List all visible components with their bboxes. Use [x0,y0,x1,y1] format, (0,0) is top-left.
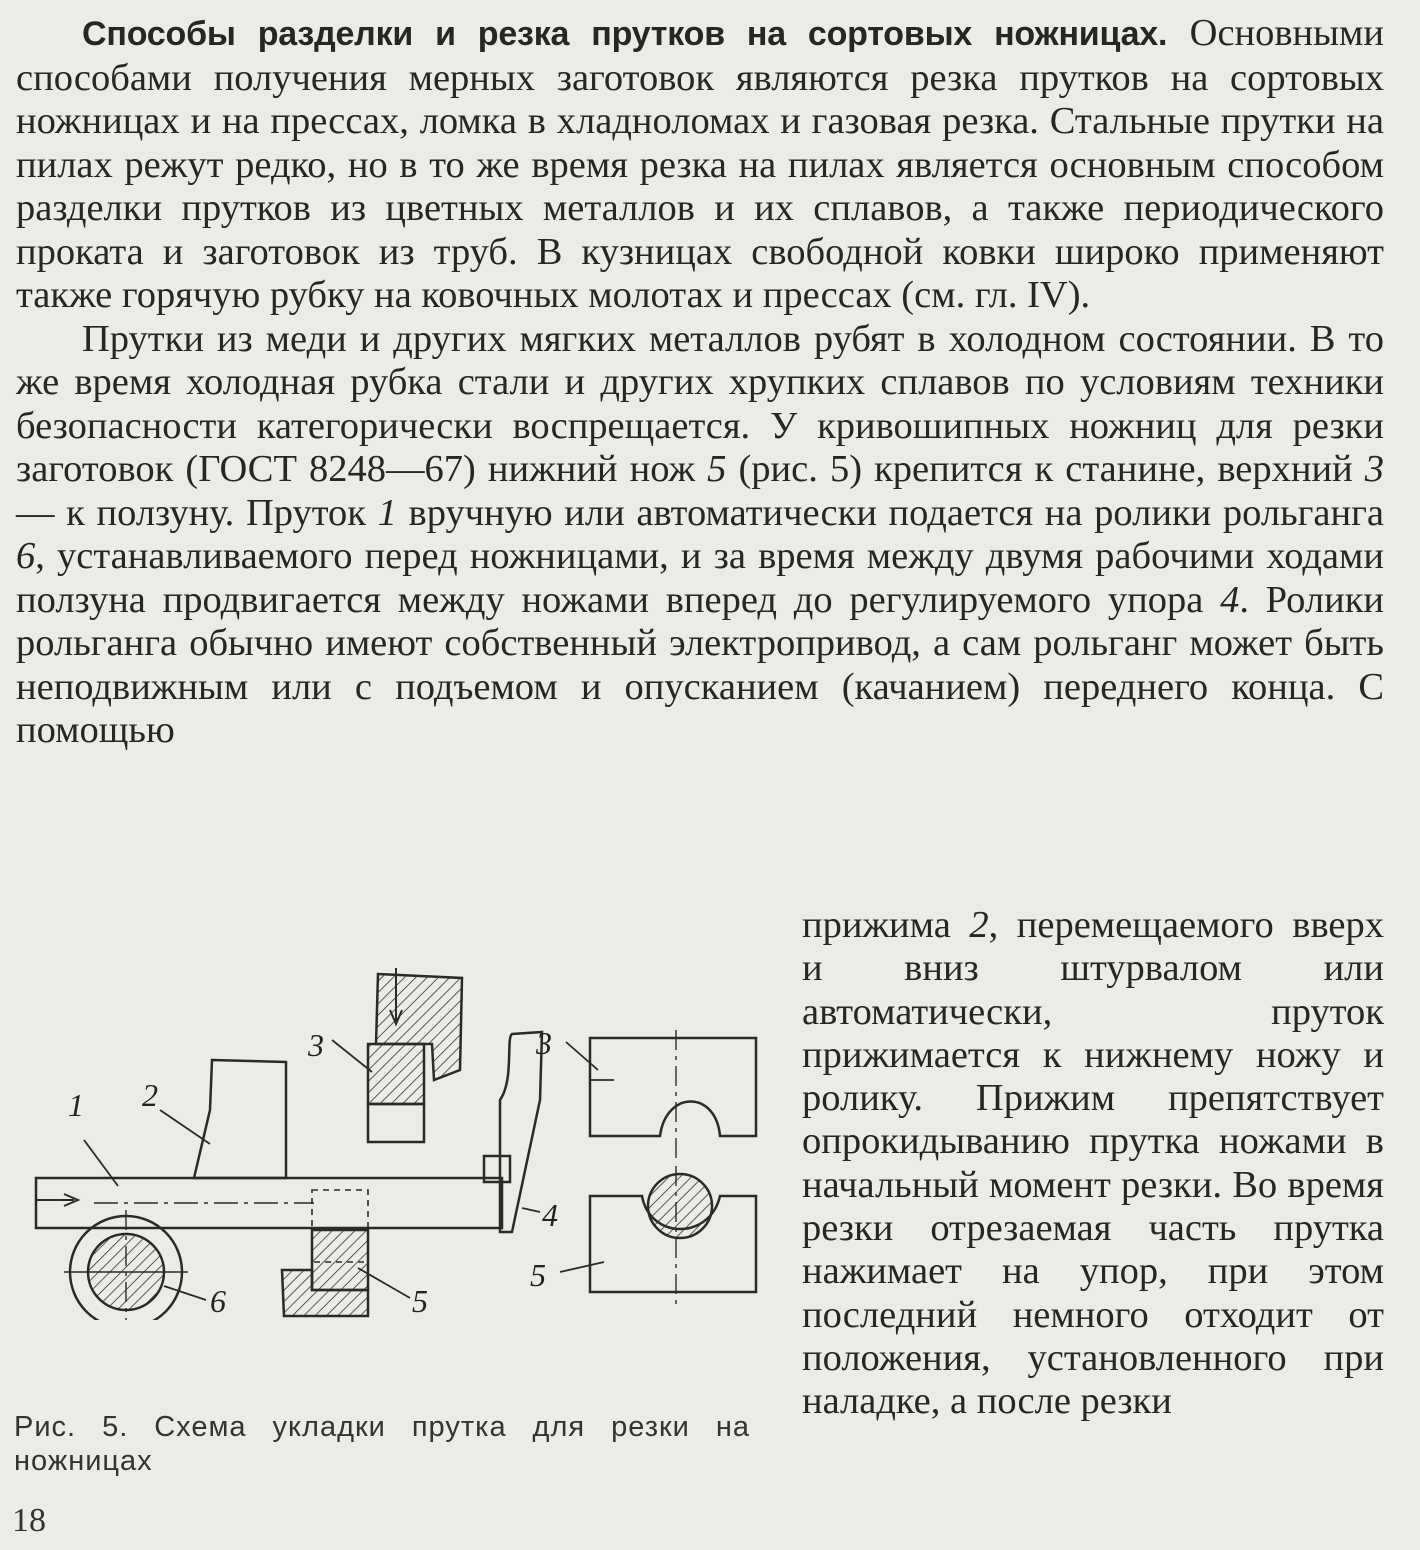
ref-number: 5 [707,448,727,490]
wrapped-text-column [802,904,1384,1424]
text-run: прижима [802,904,970,946]
ref-number: 6 [16,535,36,577]
stop [500,1032,542,1232]
text-run: . Ролики рольганга обычно имеют собственный электропривод, а сам рольганг может быть неподвижным или с подъемом и опусканием (качанием) переднего конца. С помощью [16,578,1385,751]
ref-number: 1 [377,491,397,534]
ref-number: 3 [1364,448,1384,490]
label-2: 2 [142,1077,158,1113]
clamp [194,1060,286,1178]
label-1: 1 [68,1087,84,1123]
label-3: 3 [308,1027,324,1063]
paragraph-1 [16,12,1384,318]
label-4: 4 [542,1197,558,1233]
upper-knife [368,1044,424,1104]
text-run: Прутки из меди и других мягких металлов рубят в холодном состоянии. В то же время холодная рубка стали и других хрупких сплавов по условиям техники безопасности категорически воспрещается. У кривошипных ножниц для резки заготовок (ГОСТ 8248—67) нижний нож [16,317,1384,490]
text-run: вручную или автоматически подается на ролики рольганга [396,491,1384,534]
page-number: 18 [12,1502,46,1539]
label-6: 6 [210,1283,226,1319]
paragraph-1-body: Основными способами получения мерных заготовок являются резка прутков на сортовых ножницах и на прессах, ломка в хладноломах и газовая резка. Стальные прутки на пилах режут редко, но в то же время резка на пилах является основным способом разделки прутков из цветных металлов и их сплавов, а также периодического проката и заготовок из труб. В кузницах свободной ковки широко применяют также горячую рубку на ковочных молотах и прессах (см. гл. IV). [16,12,1384,316]
text-run: , перемещаемого вверх и вниз штурвалом или автоматически, пруток прижимается к нижнему ножу и ролику. Прижим препятствует опрокидыванию прутка ножами в начальный момент резки. Во время резки отрезаемая часть прутка нажимает на упор, при этом последний немного отходит от положения, установленного при наладке, а после резки [802,904,1384,1423]
paragraph-2 [16,318,1384,753]
section-heading: Способы разделки и резка прутков на сортовых ножницах. [82,15,1168,53]
text-run: , устанавливаемого перед ножницами, и за время между двумя рабочими ходами ползуна продвигается между ножами вперед до регулируемого упора [16,535,1384,621]
text-run: — к ползуну. Пруток [16,491,378,534]
ref-number: 4 [1220,578,1240,621]
figure-caption: Рис. 5. Схема укладки прутка для резки на ножницах [14,1411,750,1477]
figure-5-diagram [14,960,774,1320]
main-text-column [16,12,1384,753]
bar-section [648,1174,712,1238]
label-5: 5 [412,1283,428,1319]
ref-number: 2 [969,904,989,946]
upper-knife-section [590,1038,756,1136]
label-5-section: 5 [530,1257,546,1293]
text-run: (рис. 5) крепится к станине, верхний [726,448,1365,490]
paragraph-3 [802,904,1384,1424]
label-3-section: 3 [536,1025,552,1061]
lower-knife [312,1230,368,1290]
